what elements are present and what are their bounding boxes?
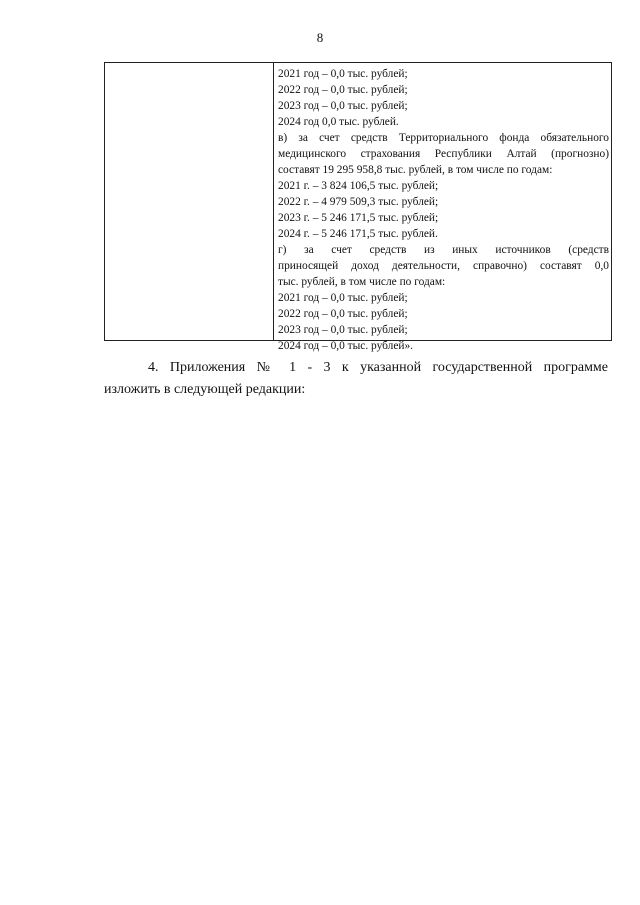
table-text-line: медицинского страхования Республики Алтай (прогнозно) xyxy=(278,148,609,160)
table-text-line: 2024 год – 0,0 тыс. рублей». xyxy=(278,340,414,352)
table-text-line: 2022 год – 0,0 тыс. рублей; xyxy=(278,308,408,320)
table-text-line: составят 19 295 958,8 тыс. рублей, в том числе по годам: xyxy=(278,164,553,176)
table-text-line: 2024 год 0,0 тыс. рублей. xyxy=(278,116,399,128)
funding-table xyxy=(104,62,612,352)
page-number: 8 xyxy=(316,30,324,45)
table-text-line: 2021 год – 0,0 тыс. рублей; xyxy=(278,292,408,304)
table-text-line: 2023 г. – 5 246 171,5 тыс. рублей; xyxy=(278,212,439,224)
table-text-line: 2021 г. – 3 824 106,5 тыс. рублей; xyxy=(278,180,439,192)
table-text-line: приносящей доход деятельности, справочно) составят 0,0 xyxy=(278,260,609,272)
paragraph-line: изложить в следующей редакции: xyxy=(104,382,306,397)
table-left-cell xyxy=(105,63,274,340)
table-text-line: 2021 год – 0,0 тыс. рублей; xyxy=(278,68,408,80)
table-text-line: 2023 год – 0,0 тыс. рублей; xyxy=(278,100,408,112)
amendment-paragraph xyxy=(104,357,608,401)
table-right-cell xyxy=(274,63,611,352)
table-text-line: 2022 г. – 4 979 509,3 тыс. рублей; xyxy=(278,196,439,208)
table-text-line: г) за счет средств из иных источников (средств xyxy=(278,244,609,256)
table-text-line: тыс. рублей, в том числе по годам: xyxy=(278,276,446,288)
table-text-line: 2024 г. – 5 246 171,5 тыс. рублей. xyxy=(278,228,438,240)
table-text-line: в) за счет средств Территориального фонда обязательного xyxy=(278,132,609,144)
paragraph-line: 4. Приложения № 1 - 3 к указанной государственной программе xyxy=(148,360,608,375)
table-text-line: 2023 год – 0,0 тыс. рублей; xyxy=(278,324,408,336)
table-text-line: 2022 год – 0,0 тыс. рублей; xyxy=(278,84,408,96)
